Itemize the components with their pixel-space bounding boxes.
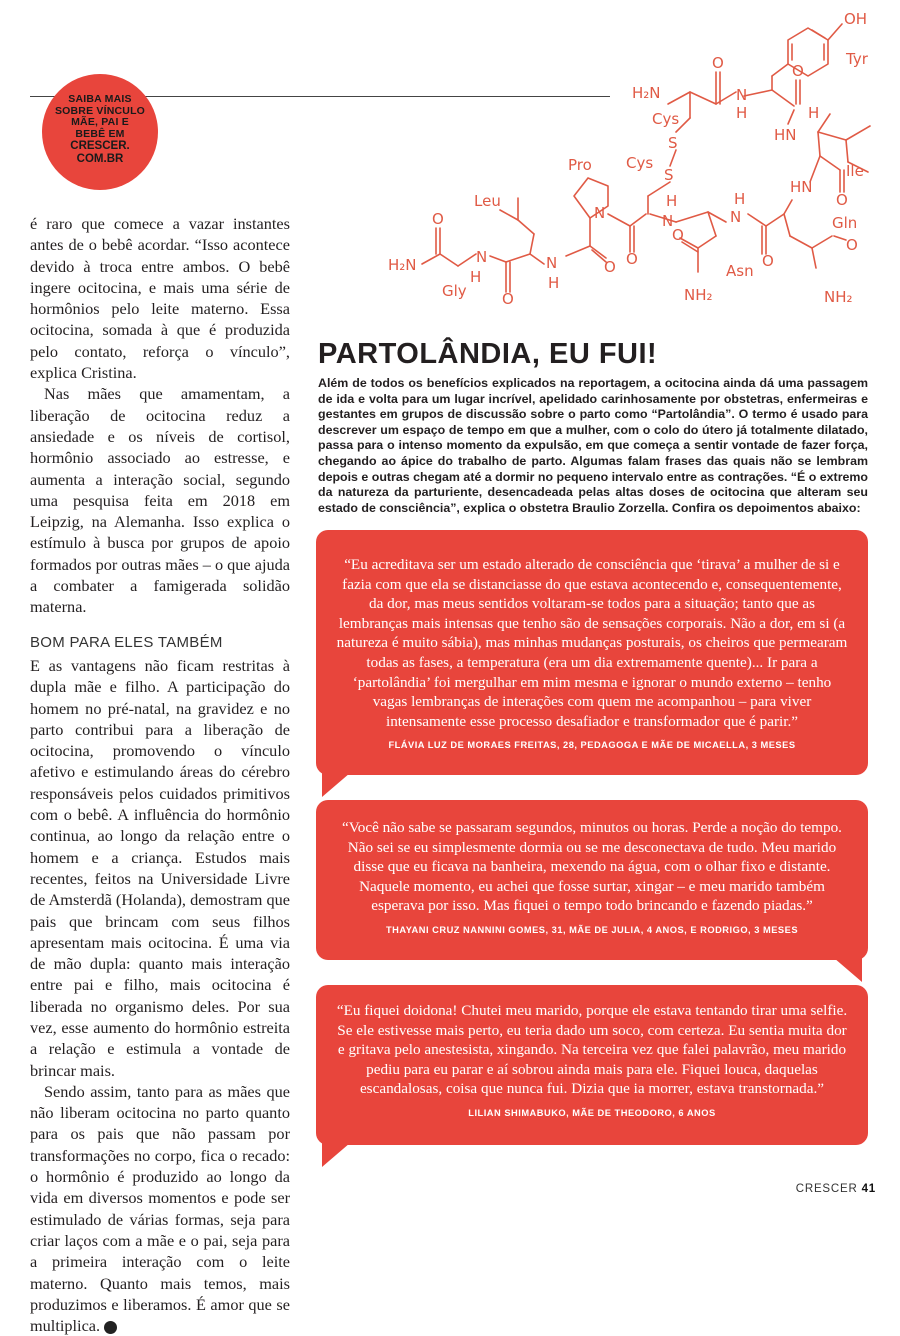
molecule-label: H₂N (632, 84, 661, 102)
body-paragraph (30, 1081, 290, 1336)
badge-line: BEBÊ EM (75, 127, 125, 140)
molecule-label: Ile (846, 162, 864, 180)
testimonial-bubble (316, 800, 868, 960)
molecule-label: HN (790, 178, 813, 196)
speech-bubble-tail (322, 1143, 350, 1167)
molecule-label: O (502, 290, 514, 308)
molecule-label: Cys (652, 110, 680, 128)
article-headline: PARTOLÂNDIA, EU FUI! (318, 338, 658, 370)
testimonial-author: FLÁVIA LUZ DE MORAES FREITAS, 28, PEDAGOGA E MÃE DE MICAELLA, 3 MESES (388, 740, 796, 751)
page-footer (796, 1183, 876, 1195)
article-intro: Além de todos os benefícios explicados na reportagem, a ocitocina ainda dá uma passagem de ida e volta para um lugar incrível, apelidado carinhosamente por obstetras, enfermeiras e gestantes em grupos de discussão sobre o parto como “Partolândia”. O termo é usado para descrever um espaço de tempo em que a mulher, com o colo do útero já totalmente dilatado, passa para o intenso momento da expulsão, em que começa a sentir vontade de fazer força, chegando ao ápice do trabalho de parto. Algumas falam frases das quais não se lembram depois e outras chegam até a dormir no pequeno intervalo entre as contrações. “É o extremo da natureza da parturiente, desencadeada pelas altas doses de ocitocina que alteram seu estado de consciência”, explica o obstetra Braulio Zorzella. Confira os depoimentos abaixo: (318, 376, 868, 515)
magazine-name: CRESCER (795, 1183, 858, 1195)
molecule-label: Gly (442, 282, 467, 300)
molecule-label: H (808, 104, 820, 122)
badge-line: SOBRE VÍNCULO (54, 104, 146, 117)
badge-line: SAIBA MAIS (68, 93, 132, 105)
molecule-label: S (664, 166, 674, 184)
testimonial-bubble (316, 530, 868, 775)
molecule-label: N (476, 248, 488, 266)
molecule-label: H (736, 104, 748, 122)
oxytocin-molecule-diagram (380, 0, 900, 320)
badge-site: COM.BR (76, 152, 124, 165)
testimonial-author: LILIAN SHIMABUKO, MÃE DE THEODORO, 6 ANOS (468, 1107, 716, 1118)
molecule-label: H (548, 274, 560, 292)
testimonial-bubble (316, 985, 868, 1145)
molecule-label: O (792, 62, 804, 80)
molecule-label: O (626, 250, 638, 268)
molecule-label: O (846, 236, 858, 254)
badge-site: CRESCER. (70, 140, 130, 152)
left-text-column (30, 213, 290, 1336)
molecule-label: Cys (626, 154, 654, 172)
molecule-label: NH₂ (684, 286, 713, 304)
page-number: 41 (861, 1183, 876, 1195)
speech-bubble-tail (322, 773, 350, 797)
molecule-label: NH₂ (824, 288, 853, 306)
molecule-label: H (734, 190, 746, 208)
body-paragraph: é raro que comece a vazar instantes antes de o bebê acordar. “Isso acontece devido à troca entre ambos. O bebê ingere ocitocina, e mais uma série de hormônios pelo leite materno. Essa ocitocina, somada à que é produzida pelo contato, reforça o vínculo”, explica Cristina. (30, 214, 290, 383)
molecule-label: O (604, 258, 616, 276)
molecule-label: Tyr (846, 50, 868, 68)
molecule-label: OH (844, 10, 868, 28)
testimonial-quote: “Eu acreditava ser um estado alterado de consciência que ‘tirava’ a mulher de si e fazia com que ela se distanciasse do que estava acontecendo e, consequentemente, da dor, mas meus sentidos voltaram-se todos para a situação; tanto que as lembranças mais intensas que tenho são de sensações corporais. Não a dor, em si (a natureza é muito sábia), mas minhas mudanças posturais, os cheiros que permearam todas as fases, a temperatura (era um dia extremamente quente)... Ir para a ‘partolândia’ foi mergulhar em mim mesma e ignorar o mundo externo – tenho vagas lembranças de interações com quem me acompanhou – para viver intensamente esse processo desafiador e transformador que é parir.” (336, 556, 848, 730)
molecule-label: O (762, 252, 774, 270)
molecule-label: Leu (474, 192, 501, 210)
molecule-label: N (546, 254, 558, 272)
body-paragraph-text: Sendo assim, tanto para as mães que não liberam ocitocina no parto quanto para os pais que não passam por transformações no corpo, fica o recado: o hormônio é produzido ao longo da vida em diversos momentos e pode ser estimulado de várias formas, seja para criar laços com a mãe e o pai, seja para a primeira interação com o leite materno. Quanto mais temos, mais produzimos e liberamos. É amor que se multiplica. (30, 1081, 290, 1336)
section-subheading: BOM PARA ELES TAMBÉM (30, 633, 223, 651)
testimonial-quote: “Você não sabe se passaram segundos, minutos ou horas. Perde a noção do tempo. Não sei se eu simplesmente dormia ou se me desconectava de tudo. Meu marido disse que eu ficava na banheira, mexendo na água, com o olhar fixo e distante. Naquele momento, eu achei que fosse surtar, xingar – e meu marido também esperava por isso. Mas fiquei o tempo todo brincando e fazendo piadas.” (342, 819, 842, 915)
more-info-badge[interactable] (42, 74, 158, 190)
crescer-end-mark-icon: C (104, 1321, 117, 1334)
molecule-label: S (668, 134, 678, 152)
molecule-label: O (712, 54, 724, 72)
molecule-label: O (672, 226, 684, 244)
molecule-label: O (432, 210, 444, 228)
molecule-label: N (736, 86, 748, 104)
molecule-label: N (662, 212, 674, 230)
testimonial-quote: “Eu fiquei doidona! Chutei meu marido, porque ele estava tentando tirar uma selfie. Se ele estivesse mais perto, eu teria dado um soco, com certeza. Eu sentia muita dor e gritava pelo anestesista, xingando. Na terceira vez que falei palavrão, meu marido pediu para eu parar e aí sobrou ainda mais para ele. Fiquei louca, daquelas escandalosas, coisa que nunca fui. Dizia que ia morrer, estava transtornada.” (336, 1002, 848, 1098)
testimonial-author: THAYANI CRUZ NANNINI GOMES, 31, MÃE DE JULIA, 4 ANOS, E RODRIGO, 3 MESES (385, 924, 799, 935)
badge-line: MÃE, PAI E (71, 116, 129, 128)
body-paragraph: Nas mães que amamentam, a liberação de ocitocina reduz a ansiedade e os níveis de cortisol, hormônio associado ao estresse, e aumenta a interação social, segundo uma pesquisa feita em 2018 em Leipzig, na Alemanha. Isso explica o estímulo à busca por grupos de apoio formados por outras mães – o que ajuda a combater a famigerada solidão materna. (30, 384, 290, 617)
molecule-label: Pro (568, 156, 592, 174)
molecule-label: H₂N (388, 256, 417, 274)
molecule-label: HN (774, 126, 797, 144)
molecule-label: Gln (832, 214, 858, 232)
molecule-label: Asn (726, 262, 754, 280)
molecule-label: O (836, 191, 848, 209)
speech-bubble-tail (834, 958, 862, 982)
molecule-label: N (730, 208, 742, 226)
molecule-label: N (594, 204, 606, 222)
molecule-label: H (666, 192, 678, 210)
body-paragraph: E as vantagens não ficam restritas à dupla mãe e filho. A participação do homem no pré-natal, na gravidez e no parto contribui para a liberação de ocitocina, promovendo o vínculo afetivo e estimulando áreas do cérebro responsáveis pelos cuidados primitivos com o bebê. A influência do hormônio continua, ao longo da relação entre o homem e a criança. Estudos mais recentes, feitos na Universidade Livre de Amsterdã (Holanda), demostram que pais que brincam com seus filhos apresentam mais ocitocina. É uma via de mão dupla: quanto mais interação entre pai e filho, mais ocitocina é liberada no organismo deles. Por sua vez, esse aumento do hormônio estreita a relação e estimula a vontade de brincar mais. (30, 655, 290, 1080)
molecule-label: H (470, 268, 482, 286)
